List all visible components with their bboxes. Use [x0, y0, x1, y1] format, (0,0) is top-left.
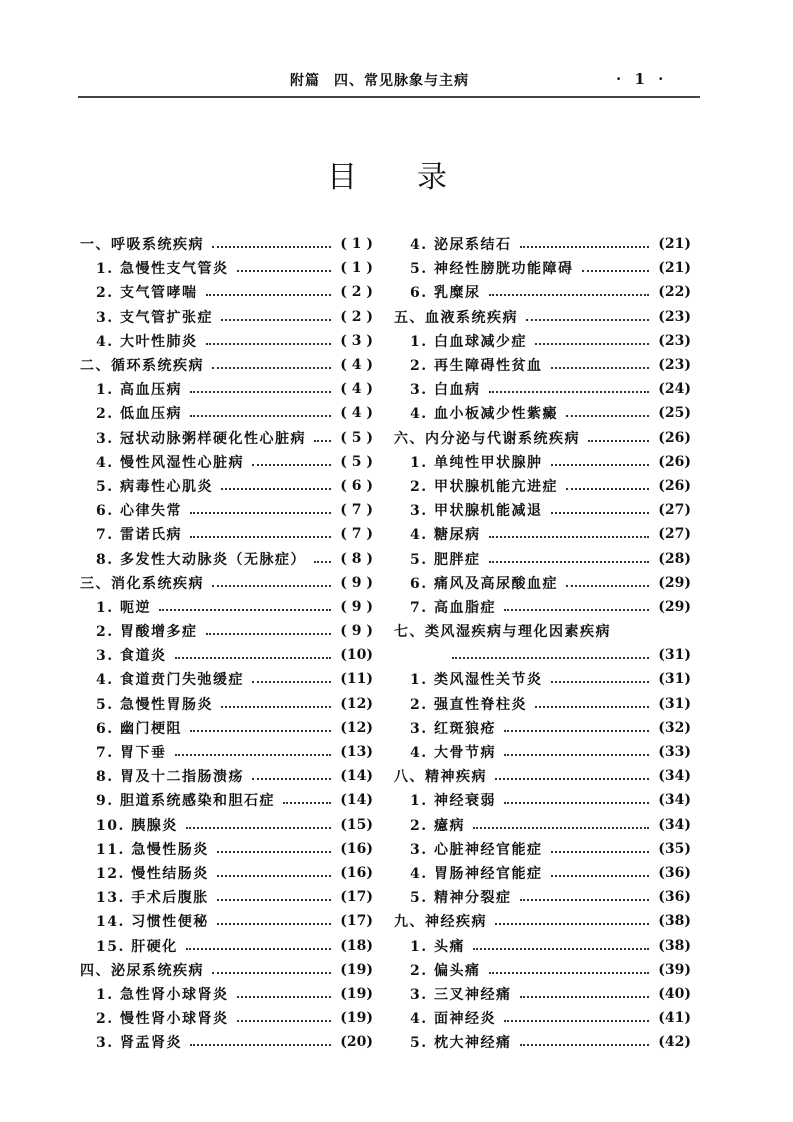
- dot-leader: [212, 246, 331, 248]
- toc-page-number: (12): [340, 719, 373, 736]
- dot-leader: [206, 343, 332, 345]
- toc-page-number: ( 1 ): [340, 260, 373, 277]
- toc-entry: [394, 546, 691, 570]
- dot-leader: [520, 899, 650, 901]
- dot-leader: [504, 730, 649, 732]
- dot-leader: [504, 609, 649, 611]
- toc-page-number: (12): [340, 695, 373, 712]
- toc-entry-label: 10. 胰腺炎: [96, 817, 178, 834]
- toc-entry: [394, 813, 691, 837]
- toc-entry: [80, 280, 373, 304]
- toc-entry-label: 1. 类风湿性关节炎: [410, 672, 543, 689]
- toc-page-number: (15): [340, 816, 373, 833]
- toc-entry-label: 2. 胃酸增多症: [96, 624, 198, 641]
- toc-entry: [80, 546, 373, 570]
- toc-page-number: (21): [658, 260, 691, 277]
- dot-leader: [237, 1020, 332, 1022]
- toc-entry: [80, 595, 373, 619]
- toc-entry: [394, 522, 691, 546]
- toc-entry: [394, 885, 691, 909]
- toc-page-number: (11): [340, 671, 373, 688]
- toc-entry-label: 7. 胃下垂: [96, 745, 167, 762]
- toc-entry-label: 4. 面神经炎: [410, 1011, 496, 1028]
- dot-leader: [217, 851, 331, 853]
- toc-entry-label: 2. 偏头痛: [410, 962, 481, 979]
- toc-chapter-entry: [80, 958, 373, 982]
- toc-entry-label: 1. 急性肾小球肾炎: [96, 986, 229, 1003]
- toc-page-number: ( 4 ): [340, 381, 373, 398]
- toc-entry: [80, 692, 373, 716]
- dot-leader: [314, 440, 331, 442]
- toc-entry-label: 3. 甲状腺机能减退: [410, 503, 543, 520]
- toc-page-number: ( 9 ): [340, 623, 373, 640]
- dot-leader: [551, 367, 650, 369]
- toc-chapter-entry: [80, 571, 373, 595]
- toc-page-number: (26): [658, 429, 691, 446]
- dot-leader: [283, 802, 331, 804]
- toc-entry-label: 五、血液系统疾病: [394, 309, 518, 326]
- toc-entry: [394, 256, 691, 280]
- toc-entry: [80, 1030, 373, 1054]
- dot-leader: [489, 294, 650, 296]
- toc-entry-label: 12. 慢性结肠炎: [96, 865, 209, 882]
- toc-page-number: (38): [658, 937, 691, 954]
- toc-page-number: (26): [658, 453, 691, 470]
- toc-page-number: ( 3 ): [340, 332, 373, 349]
- dot-leader: [504, 754, 649, 756]
- dot-leader: [566, 415, 649, 417]
- toc-page-number: (24): [658, 381, 691, 398]
- dot-leader: [551, 464, 650, 466]
- toc-page-number: (32): [658, 719, 691, 736]
- dot-leader: [252, 778, 331, 780]
- toc-entry: [80, 619, 373, 643]
- toc-page-number: (34): [658, 792, 691, 809]
- toc-entry: [80, 788, 373, 812]
- page-number: · 1 ·: [616, 70, 668, 88]
- header-rule: [78, 96, 700, 98]
- dot-leader: [175, 754, 332, 756]
- toc-page-number: (21): [658, 236, 691, 253]
- toc-page-number: ( 6 ): [340, 477, 373, 494]
- dot-leader: [452, 657, 649, 659]
- dot-leader: [252, 464, 331, 466]
- toc-entry-label: 6. 心律失常: [96, 503, 182, 520]
- toc-page-number: ( 7 ): [340, 502, 373, 519]
- toc-entry: [80, 982, 373, 1006]
- dot-leader: [221, 706, 331, 708]
- toc-entry: [394, 474, 691, 498]
- dot-leader: [217, 923, 331, 925]
- dot-leader: [535, 343, 649, 345]
- dot-leader: [217, 899, 331, 901]
- dot-leader: [588, 440, 649, 442]
- toc-entry: [80, 716, 373, 740]
- dot-leader: [551, 512, 650, 514]
- toc-page-number: ( 2 ): [340, 284, 373, 301]
- toc-entry-label: 1. 呃逆: [96, 599, 151, 616]
- dot-leader: [212, 367, 331, 369]
- toc-page-number: (16): [340, 840, 373, 857]
- toc-entry: [394, 450, 691, 474]
- dot-leader: [212, 585, 331, 587]
- toc-entry: [394, 377, 691, 401]
- toc-entry: [394, 982, 691, 1006]
- toc-entry-label: 九、神经疾病: [394, 914, 487, 931]
- toc-entry: [80, 837, 373, 861]
- dot-leader: [217, 875, 331, 877]
- header-section: 四、常见脉象与主病: [334, 73, 469, 89]
- dot-leader: [175, 657, 332, 659]
- toc-entry: [394, 353, 691, 377]
- toc-entry-label: 8. 多发性大动脉炎（无脉症）: [96, 551, 306, 568]
- toc-entry-label: 4. 血小板减少性紫癜: [410, 406, 558, 423]
- toc-left-column: [80, 232, 373, 1054]
- toc-entry-label: 3. 食道炎: [96, 648, 167, 665]
- dot-leader: [551, 851, 650, 853]
- toc-page-number: (33): [658, 744, 691, 761]
- dot-leader: [489, 972, 650, 974]
- toc-entry-label: 6. 幽门梗阻: [96, 720, 182, 737]
- toc-entry: [394, 643, 691, 667]
- toc-entry: [80, 764, 373, 788]
- header-part: 附篇: [290, 73, 320, 89]
- toc-page-number: (38): [658, 913, 691, 930]
- toc-entry-label: 四、泌尿系统疾病: [80, 962, 204, 979]
- dot-leader: [221, 488, 331, 490]
- dot-leader: [252, 681, 331, 683]
- toc-entry-label: 13. 手术后腹胀: [96, 890, 209, 907]
- toc-chapter-entry: [80, 232, 373, 256]
- toc-entry: [80, 329, 373, 353]
- toc-chapter-entry: [394, 305, 691, 329]
- toc-entry-label: 一、呼吸系统疾病: [80, 237, 204, 254]
- dot-leader: [190, 391, 331, 393]
- toc-entry-label: 15. 肝硬化: [96, 938, 178, 955]
- toc-entry: [80, 498, 373, 522]
- toc-page-number: ( 8 ): [340, 550, 373, 567]
- toc-entry-label: 6. 乳糜尿: [410, 285, 481, 302]
- dot-leader: [526, 319, 649, 321]
- toc-entry: [394, 788, 691, 812]
- toc-page-number: (29): [658, 598, 691, 615]
- toc-entry-label: 4. 食道贲门失弛缓症: [96, 672, 244, 689]
- toc-entry-label: 5. 精神分裂症: [410, 890, 512, 907]
- toc-page-number: (19): [340, 985, 373, 1002]
- toc-page-number: (17): [340, 889, 373, 906]
- toc-page-number: (10): [340, 647, 373, 664]
- toc-entry: [394, 716, 691, 740]
- toc-entry: [394, 958, 691, 982]
- toc-entry-label: 8. 胃及十二指肠溃疡: [96, 769, 244, 786]
- toc-chapter-entry: [394, 764, 691, 788]
- dot-leader: [495, 923, 649, 925]
- dot-leader: [504, 1020, 649, 1022]
- toc-entry: [394, 280, 691, 304]
- toc-entry-label: 2. 癔病: [410, 817, 465, 834]
- dot-leader: [206, 633, 332, 635]
- toc-entry-label: 1. 头痛: [410, 938, 465, 955]
- toc-page-number: (40): [658, 985, 691, 1002]
- toc-page-number: (14): [340, 768, 373, 785]
- toc-entry-label: 5. 肥胖症: [410, 551, 481, 568]
- toc-entry: [80, 256, 373, 280]
- toc-title-char-2: 录: [417, 160, 447, 195]
- toc-page-number: ( 4 ): [340, 405, 373, 422]
- dot-leader: [212, 972, 331, 974]
- toc-entry-label: 1. 急慢性支气管炎: [96, 261, 229, 278]
- dot-leader: [551, 681, 650, 683]
- toc-entry: [80, 813, 373, 837]
- toc-entry: [394, 837, 691, 861]
- dot-leader: [520, 996, 650, 998]
- dot-leader: [489, 561, 650, 563]
- toc-entry: [394, 933, 691, 957]
- toc-entry-label: 1. 高血压病: [96, 382, 182, 399]
- toc-entry: [80, 667, 373, 691]
- toc-page-number: (39): [658, 961, 691, 978]
- toc-entry: [394, 1006, 691, 1030]
- toc-entry: [394, 498, 691, 522]
- toc-entry-label: 八、精神疾病: [394, 769, 487, 786]
- toc-entry-label: 5. 病毒性心肌炎: [96, 478, 213, 495]
- toc-entry: [80, 740, 373, 764]
- toc-page-number: (34): [658, 768, 691, 785]
- toc-chapter-entry: [394, 426, 691, 450]
- toc-entry-label: 3. 红斑狼疮: [410, 720, 496, 737]
- toc-page-number: (36): [658, 864, 691, 881]
- toc-entry-label: 1. 单纯性甲状腺肿: [410, 454, 543, 471]
- toc-entry-label: 2. 再生障碍性贫血: [410, 358, 543, 375]
- toc-page-number: (36): [658, 889, 691, 906]
- toc-page-number: (31): [658, 671, 691, 688]
- toc-entry: [394, 401, 691, 425]
- toc-page-number: ( 9 ): [340, 574, 373, 591]
- toc-page-number: (27): [658, 502, 691, 519]
- dot-leader: [535, 706, 649, 708]
- dot-leader: [190, 730, 331, 732]
- toc-entry: [394, 329, 691, 353]
- toc-entry-label: 4. 泌尿系结石: [410, 237, 512, 254]
- toc-entry: [80, 305, 373, 329]
- toc-entry-label: 三、消化系统疾病: [80, 575, 204, 592]
- dot-leader: [190, 536, 331, 538]
- dot-leader: [504, 802, 649, 804]
- toc-entry-label: 4. 糖尿病: [410, 527, 481, 544]
- toc-page-number: (14): [340, 792, 373, 809]
- toc-entry-label: 二、循环系统疾病: [80, 358, 204, 375]
- toc-entry: [80, 933, 373, 957]
- dot-leader: [190, 512, 331, 514]
- toc-entry-label: 2. 强直性脊柱炎: [410, 696, 527, 713]
- toc-entry-label: 14. 习惯性便秘: [96, 914, 209, 931]
- toc-entry-label: 6. 痛风及高尿酸血症: [410, 575, 558, 592]
- toc-page-number: ( 4 ): [340, 357, 373, 374]
- toc-title-char-1: 目: [327, 160, 357, 195]
- dot-leader: [566, 488, 649, 490]
- toc-entry-label: 1. 神经衰弱: [410, 793, 496, 810]
- toc-entry-label: 1. 白血球减少症: [410, 333, 527, 350]
- toc-page-number: (23): [658, 332, 691, 349]
- running-header: [290, 70, 469, 90]
- toc-page-number: (18): [340, 937, 373, 954]
- toc-page-number: ( 1 ): [340, 236, 373, 253]
- toc-page-number: ( 7 ): [340, 526, 373, 543]
- toc-entry: [80, 474, 373, 498]
- toc-entry: [394, 740, 691, 764]
- toc-page-number: (35): [658, 840, 691, 857]
- toc-entry: [80, 522, 373, 546]
- toc-entry-label: 4. 胃肠神经官能症: [410, 865, 543, 882]
- dot-leader: [520, 246, 650, 248]
- toc-page-number: (20): [340, 1034, 373, 1051]
- dot-leader: [190, 415, 331, 417]
- dot-leader: [495, 778, 649, 780]
- toc-page-number: (13): [340, 744, 373, 761]
- toc-entry: [394, 571, 691, 595]
- toc-entry-label: 3. 冠状动脉粥样硬化性心脏病: [96, 430, 306, 447]
- toc-entry-label: 4. 大骨节病: [410, 745, 496, 762]
- toc-page-number: ( 5 ): [340, 453, 373, 470]
- dot-leader: [221, 319, 331, 321]
- toc-page-number: (17): [340, 913, 373, 930]
- dot-leader: [186, 948, 331, 950]
- toc-page-number: (41): [658, 1010, 691, 1027]
- toc-entry: [80, 450, 373, 474]
- toc-entry-label: 3. 三叉神经痛: [410, 986, 512, 1003]
- dot-leader: [489, 391, 650, 393]
- toc-page-number: (27): [658, 526, 691, 543]
- toc-page-number: (29): [658, 574, 691, 591]
- toc-page-number: (28): [658, 550, 691, 567]
- dot-leader: [190, 1044, 331, 1046]
- toc-entry-label: 9. 胆道系统感染和胆石症: [96, 793, 275, 810]
- toc-entry-label: 4. 大叶性肺炎: [96, 333, 198, 350]
- toc-entry: [80, 401, 373, 425]
- dot-leader: [582, 270, 650, 272]
- toc-entry-label: 七、类风湿疾病与理化因素疾病: [394, 624, 611, 641]
- toc-entry-label: 2. 低血压病: [96, 406, 182, 423]
- toc-right-column: [394, 232, 691, 1054]
- toc-page-number: ( 5 ): [340, 429, 373, 446]
- dot-leader: [237, 996, 332, 998]
- toc-page-number: (16): [340, 864, 373, 881]
- toc-entry-label: 7. 雷诺氏病: [96, 527, 182, 544]
- toc-entry: [394, 861, 691, 885]
- dot-leader: [206, 294, 332, 296]
- toc-entry: [80, 643, 373, 667]
- toc-entry-label: 3. 肾盂肾炎: [96, 1035, 182, 1052]
- toc-page-number: (42): [658, 1034, 691, 1051]
- toc-entry-label: 2. 慢性肾小球肾炎: [96, 1011, 229, 1028]
- dot-leader: [551, 875, 650, 877]
- dot-leader: [159, 609, 331, 611]
- toc-entry: [394, 692, 691, 716]
- toc-page-number: (25): [658, 405, 691, 422]
- dot-leader: [186, 827, 331, 829]
- toc-entry-label: 3. 心脏神经官能症: [410, 841, 543, 858]
- toc-entry: [80, 861, 373, 885]
- toc-entry: [394, 595, 691, 619]
- toc-entry: [394, 232, 691, 256]
- toc-entry: [80, 426, 373, 450]
- toc-page-number: (23): [658, 357, 691, 374]
- dot-leader: [566, 585, 649, 587]
- toc-entry-label: 5. 神经性膀胱功能障碍: [410, 261, 574, 278]
- toc-entry: [80, 909, 373, 933]
- toc-entry: [80, 885, 373, 909]
- toc-entry-label: 11. 急慢性肠炎: [96, 841, 209, 858]
- toc-page-number: (34): [658, 816, 691, 833]
- toc-chapter-entry: [394, 619, 691, 643]
- toc-page-number: (31): [658, 695, 691, 712]
- toc-entry: [80, 1006, 373, 1030]
- toc-entry-label: 4. 慢性风湿性心脏病: [96, 454, 244, 471]
- dot-leader: [237, 270, 332, 272]
- toc-entry-label: 3. 支气管扩张症: [96, 309, 213, 326]
- dot-leader: [314, 561, 331, 563]
- toc-page-number: (19): [340, 961, 373, 978]
- toc-page-number: (26): [658, 477, 691, 494]
- toc-page-number: ( 2 ): [340, 308, 373, 325]
- toc-page-number: (31): [658, 647, 691, 664]
- toc-page-number: ( 9 ): [340, 598, 373, 615]
- toc-entry-label: 3. 白血病: [410, 382, 481, 399]
- toc-page-number: (22): [658, 284, 691, 301]
- toc-entry-label: 5. 枕大神经痛: [410, 1035, 512, 1052]
- toc-entry-label: 2. 甲状腺机能亢进症: [410, 478, 558, 495]
- toc-page-number: (23): [658, 308, 691, 325]
- toc-chapter-entry: [80, 353, 373, 377]
- toc-entry: [394, 667, 691, 691]
- toc-entry-label: 六、内分泌与代谢系统疾病: [394, 430, 580, 447]
- toc-entry-label: 5. 急慢性胃肠炎: [96, 696, 213, 713]
- dot-leader: [520, 1044, 650, 1046]
- toc-entry-label: 7. 高血脂症: [410, 599, 496, 616]
- dot-leader: [489, 536, 650, 538]
- toc-chapter-entry: [394, 909, 691, 933]
- toc-page-number: (19): [340, 1010, 373, 1027]
- dot-leader: [473, 948, 649, 950]
- dot-leader: [473, 827, 649, 829]
- toc-entry: [394, 1030, 691, 1054]
- toc-entry-label: 2. 支气管哮喘: [96, 285, 198, 302]
- toc-entry: [80, 377, 373, 401]
